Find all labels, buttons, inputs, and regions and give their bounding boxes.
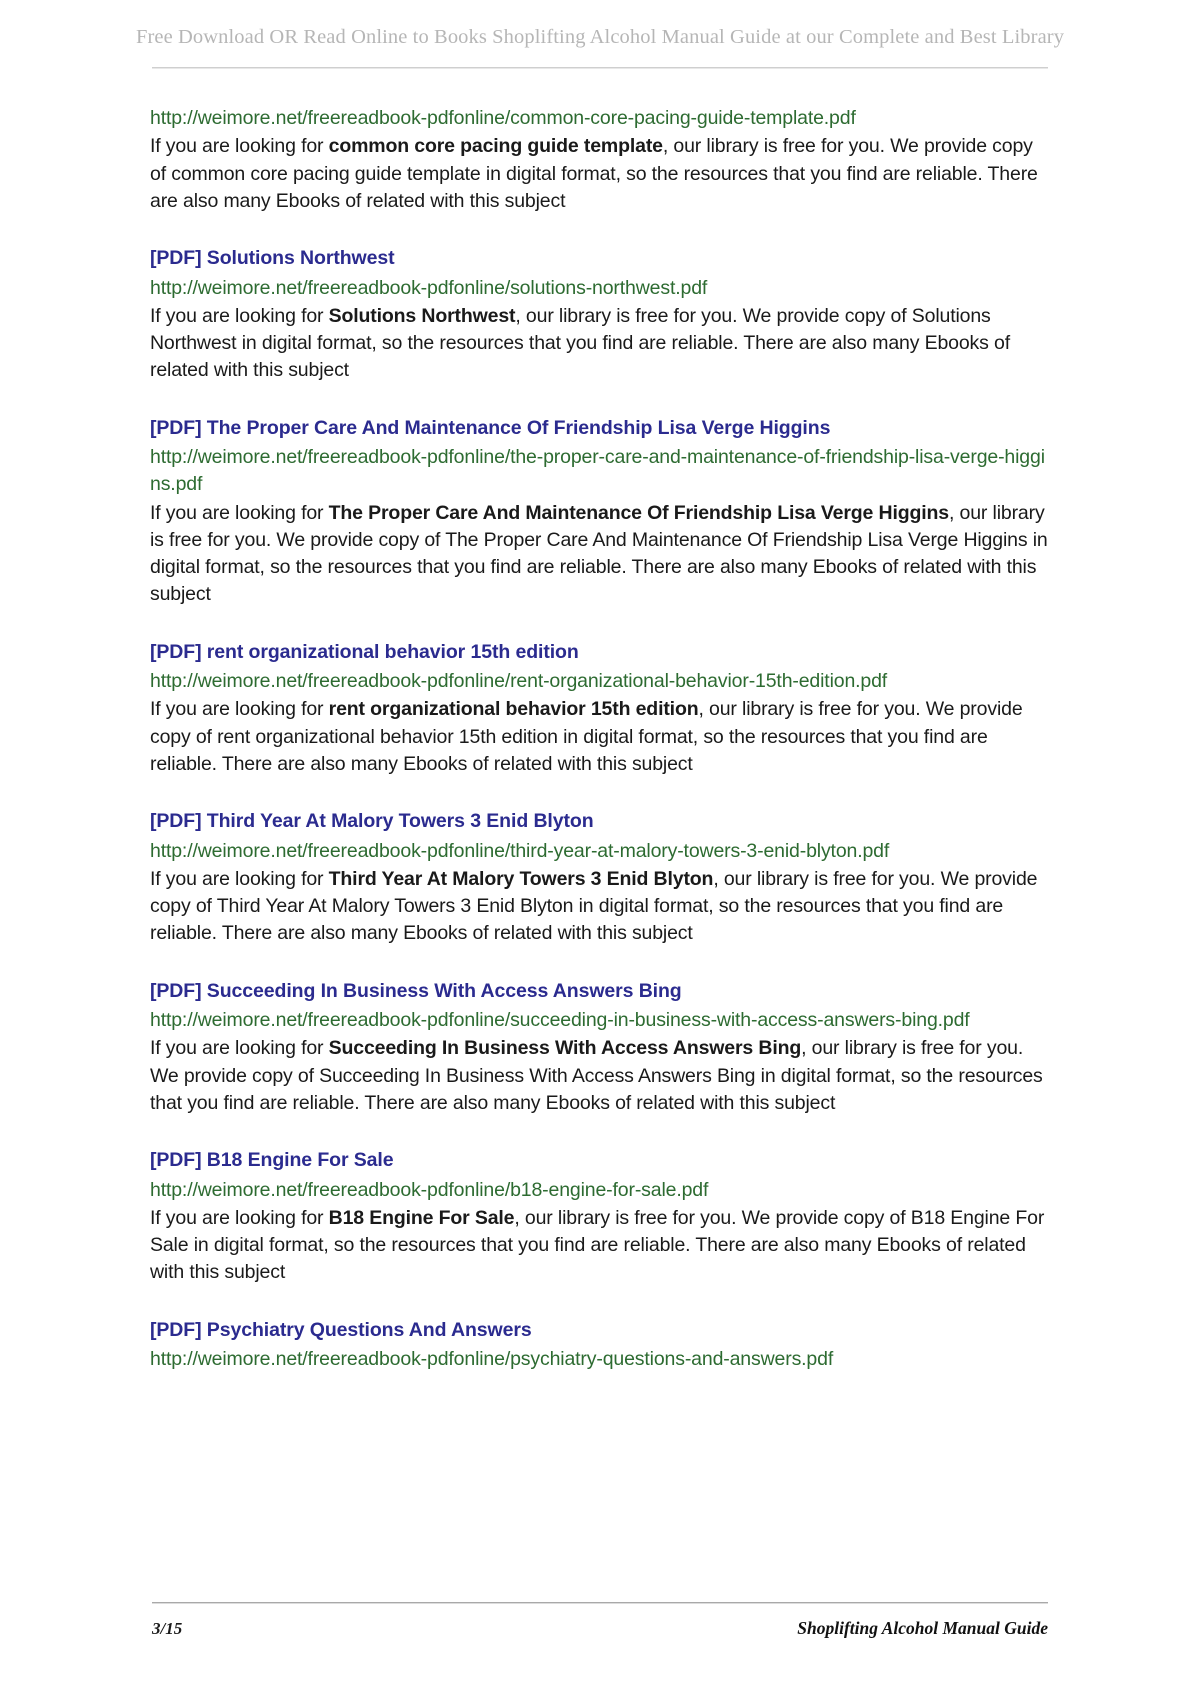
entry-description xyxy=(150,500,1050,609)
list-item xyxy=(150,1147,1050,1287)
desc-suffix: , our library is free for you. We provide copy of common core pacing guide template in digital format, so the resources that you find are reliable. There are also many Ebooks of related with this subject xyxy=(150,135,1038,212)
list-item xyxy=(150,1317,1050,1374)
list-item xyxy=(150,105,1050,215)
footer-divider xyxy=(152,1602,1048,1604)
entry-title[interactable]: [PDF] Solutions Northwest xyxy=(150,247,395,270)
desc-prefix: If you are looking for xyxy=(150,304,329,327)
entry-description xyxy=(150,133,1050,215)
list-item xyxy=(150,639,1050,779)
desc-suffix: , our library is free for you. We provide copy of The Proper Care And Maintenance Of Friendship Lisa Verge Higgins in digital format, so the resources that you find are reliable. There are also many Ebooks of related with this subject xyxy=(150,501,1048,606)
entry-url-link[interactable]: http://weimore.net/freereadbook-pdfonline/solutions-northwest.pdf xyxy=(150,276,708,299)
document-body xyxy=(150,69,1050,1373)
header-banner-text: Free Download OR Read Online to Books Shoplifting Alcohol Manual Guide at our Complete and Best Library xyxy=(135,26,1065,48)
entry-title[interactable]: [PDF] Third Year At Malory Towers 3 Enid Blyton xyxy=(150,810,594,833)
desc-suffix: , our library is free for you. We provide copy of Succeeding In Business With Access Answers Bing in digital format, so the resources that you find are reliable. There are also many Ebooks of related with this subject xyxy=(150,1037,1043,1114)
page-number: 3/15 xyxy=(152,1619,183,1638)
footer-row xyxy=(152,1618,1048,1639)
entry-title[interactable]: [PDF] B18 Engine For Sale xyxy=(150,1149,394,1172)
entry-url-link[interactable]: http://weimore.net/freereadbook-pdfonline/common-core-pacing-guide-template.pdf xyxy=(150,107,856,129)
desc-prefix: If you are looking for xyxy=(150,867,329,890)
desc-suffix: , our library is free for you. We provide copy of Third Year At Malory Towers 3 Enid Blyton in digital format, so the resources that you find are reliable. There are also many Ebooks of related with this subject xyxy=(150,867,1038,945)
desc-suffix: , our library is free for you. We provide copy of Solutions Northwest in digital format, so the resources that you find are reliable. There are also many Ebooks of related with this subject xyxy=(150,304,1010,382)
desc-keyword: Succeeding In Business With Access Answers Bing xyxy=(328,1037,802,1060)
desc-prefix: If you are looking for xyxy=(150,1037,329,1060)
desc-suffix: , our library is free for you. We provide copy of B18 Engine For Sale in digital format, so the resources that you find are reliable. There are also many Ebooks of related with this subject xyxy=(150,1206,1045,1284)
desc-keyword: B18 Engine For Sale xyxy=(328,1206,515,1229)
list-item xyxy=(150,978,1050,1118)
desc-prefix: If you are looking for xyxy=(150,135,329,158)
list-item xyxy=(150,245,1050,385)
entry-title[interactable]: [PDF] Succeeding In Business With Access Answers Bing xyxy=(150,979,682,1002)
desc-suffix: , our library is free for you. We provide copy of rent organizational behavior 15th edition in digital format, so the resources that you find are reliable. There are also many Ebooks of related with this subject xyxy=(150,698,1023,775)
entry-description xyxy=(150,866,1050,948)
entry-url-link[interactable]: http://weimore.net/freereadbook-pdfonline/the-proper-care-and-maintenance-of-friendship-lisa-verge-higgins.pdf xyxy=(150,446,1045,496)
entry-title[interactable]: [PDF] rent organizational behavior 15th edition xyxy=(150,640,579,663)
list-item xyxy=(150,415,1050,609)
entry-title[interactable]: [PDF] The Proper Care And Maintenance Of Friendship Lisa Verge Higgins xyxy=(150,416,831,439)
desc-keyword: The Proper Care And Maintenance Of Friendship Lisa Verge Higgins xyxy=(328,501,949,524)
desc-keyword: Third Year At Malory Towers 3 Enid Blyton xyxy=(328,867,714,890)
desc-prefix: If you are looking for xyxy=(150,698,329,721)
list-item xyxy=(150,808,1050,948)
desc-prefix: If you are looking for xyxy=(150,1206,329,1229)
entry-description xyxy=(150,1035,1050,1117)
entry-description xyxy=(150,1205,1050,1287)
desc-keyword: Solutions Northwest xyxy=(328,304,516,327)
desc-keyword: common core pacing guide template xyxy=(328,135,663,158)
page-header xyxy=(0,0,1200,69)
entry-title[interactable]: [PDF] Psychiatry Questions And Answers xyxy=(150,1318,532,1341)
desc-prefix: If you are looking for xyxy=(150,501,329,524)
document-title: Shoplifting Alcohol Manual Guide xyxy=(797,1618,1048,1638)
desc-keyword: rent organizational behavior 15th edition xyxy=(328,698,699,721)
entry-url-link[interactable]: http://weimore.net/freereadbook-pdfonline/rent-organizational-behavior-15th-edition.pdf xyxy=(150,670,888,693)
entry-url-link[interactable]: http://weimore.net/freereadbook-pdfonline/succeeding-in-business-with-access-answers-bing.pdf xyxy=(150,1009,970,1032)
entry-url-link[interactable]: http://weimore.net/freereadbook-pdfonline/psychiatry-questions-and-answers.pdf xyxy=(150,1348,834,1371)
entry-url-link[interactable]: http://weimore.net/freereadbook-pdfonline/third-year-at-malory-towers-3-enid-blyton.pdf xyxy=(150,839,890,862)
entry-description xyxy=(150,303,1050,385)
entry-description xyxy=(150,696,1050,778)
page-footer xyxy=(0,1602,1200,1639)
entry-url-link[interactable]: http://weimore.net/freereadbook-pdfonline/b18-engine-for-sale.pdf xyxy=(150,1178,709,1201)
